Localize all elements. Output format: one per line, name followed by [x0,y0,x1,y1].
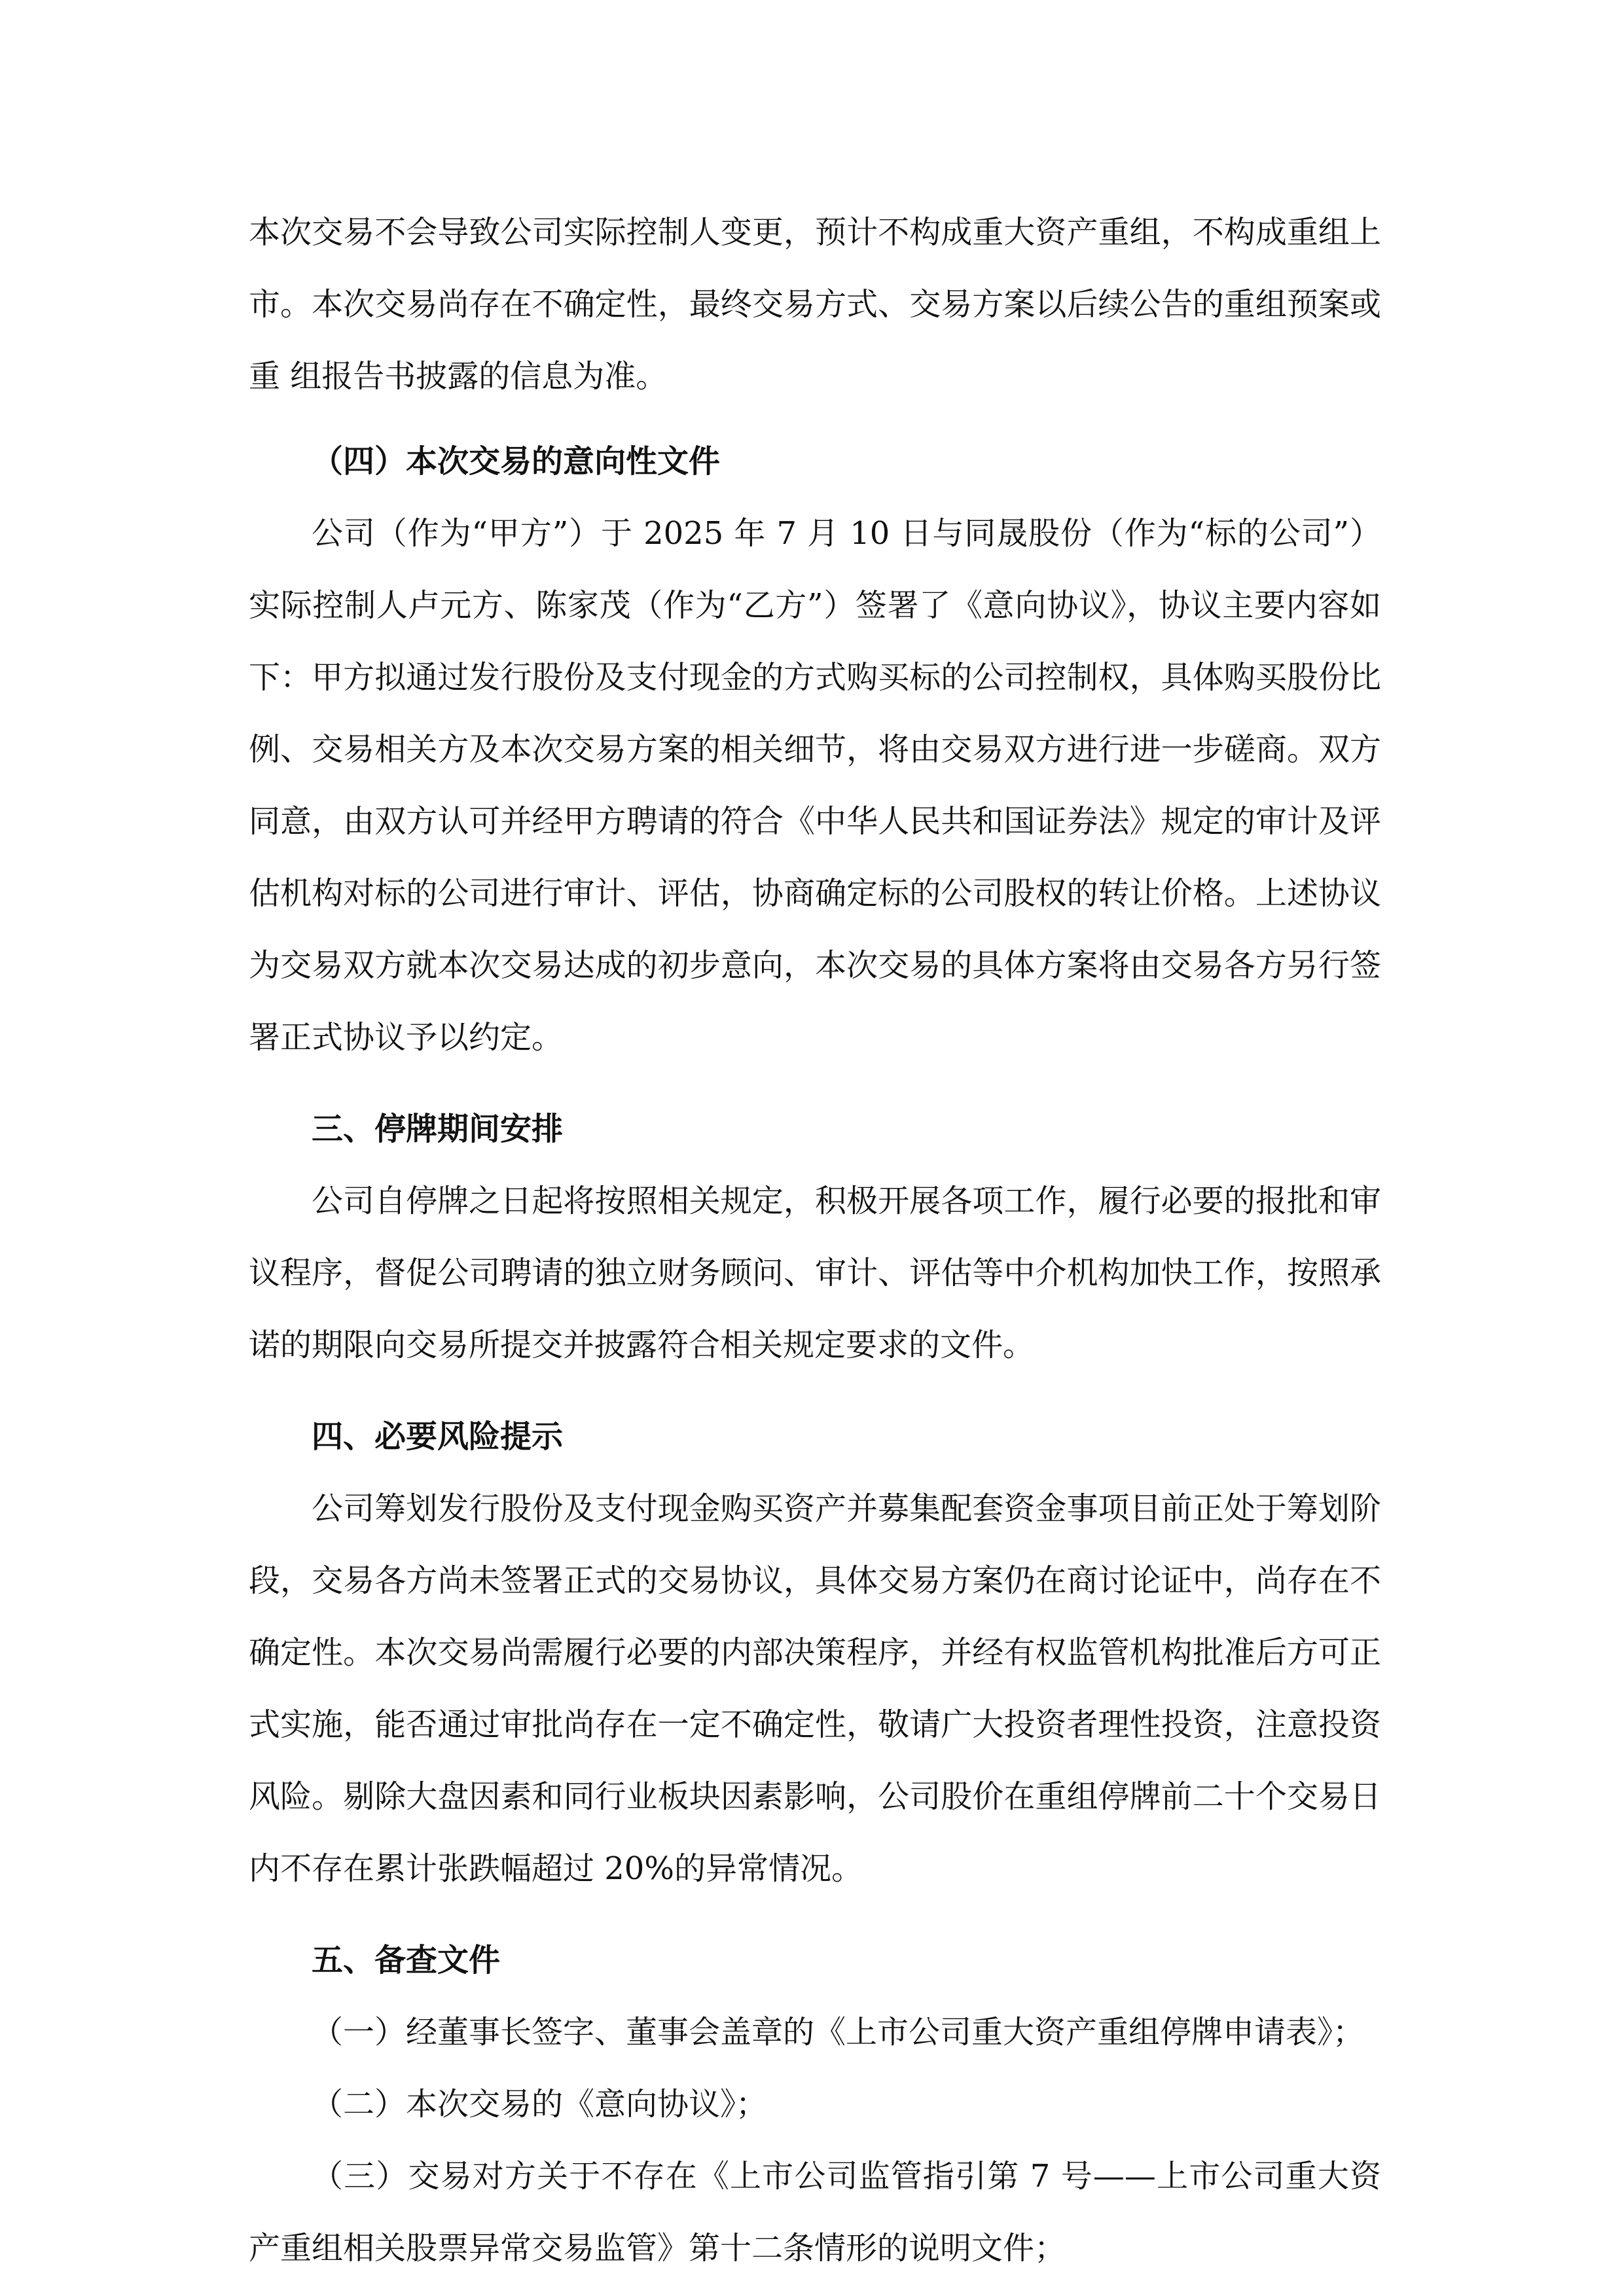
document-page [249,196,1381,2284]
section-4-heading: 四、必要风险提示 [312,1418,564,1455]
section-4-body: 公司筹划发行股份及支付现金购买资产并募集配套资金事项目前正处于筹划阶段，交易各方尚未签署正式的交易协议，具体交易方案仍在商讨论证中，尚存在不确定性。本次交易尚需履行必要的内部决策程序，并经有权监管机构批准后方可正式实施，能否通过审批尚存在一定不确定性，敬请广大投资者理性投资，注意投资风险。剔除大盘因素和同行业板块因素影响，公司股价在重组停牌前二十个交易日内不存在累计张跌幅超过 20%的异常情况。 [249,1490,1381,1887]
section-4-sub-heading: （四）本次交易的意向性文件 [312,443,721,480]
section-4-sub-body: 公司（作为“甲方”）于 2025 年 7 月 10 日与同晟股份（作为“标的公司”）实际控制人卢元方、陈家茂（作为“乙方”）签署了《意向协议》，协议主要内容如下：甲方拟通过发行股份及支付现金的方式购买标的公司控制权，具体购买股份比例、交易相关方及本次交易方案的相关细节，将由交易双方进行进一步磋商。双方同意，由双方认可并经甲方聘请的符合《中华人民共和国证券法》规定的审计及评估机构对标的公司进行审计、评估，协商确定标的公司股权的转让价格。上述协议为交易双方就本次交易达成的初步意向，本次交易的具体方案将由交易各方另行签署正式协议予以约定。 [249,515,1381,1056]
section-5-heading: 五、备查文件 [312,1942,501,1979]
section-3-body: 公司自停牌之日起将按照相关规定，积极开展各项工作，履行必要的报批和审议程序，督促公司聘请的独立财务顾问、审计、评估等中介机构加快工作，按照承诺的期限向交易所提交并披露符合相关规定要求的文件。 [249,1183,1381,1363]
reference-item: （一）经董事长签字、董事会盖章的《上市公司重大资产重组停牌申请表》； [312,2014,1365,2051]
section-3-heading: 三、停牌期间安排 [312,1111,564,1147]
reference-item: （二）本次交易的《意向协议》； [312,2086,768,2123]
intro-paragraph: 本次交易不会导致公司实际控制人变更，预计不构成重大资产重组，不构成重组上市。本次交易尚存在不确定性，最终交易方式、交易方案以后续公告的重组预案或重 组报告书披露的信息为准。 [249,214,1381,395]
reference-item: （三）交易对方关于不存在《上市公司监管指引第 7 号——上市公司重大资产重组相关股票异常交易监管》第十二条情形的说明文件； [249,2158,1381,2267]
